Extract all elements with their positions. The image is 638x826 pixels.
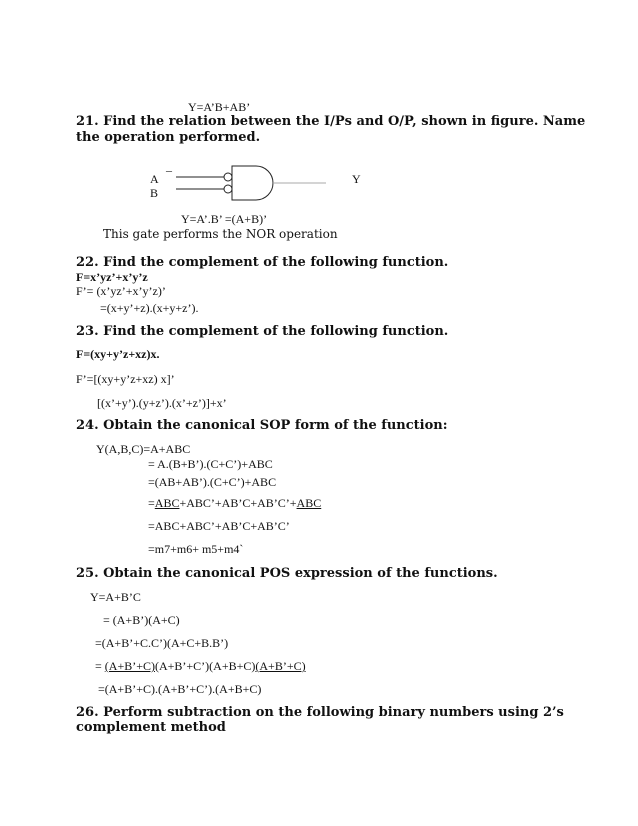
- overbar-mark: –: [166, 163, 172, 177]
- q24-step3: [148, 497, 321, 509]
- q23-step2: [(x’+y’).(y+z’).(x’+z’)]+x’: [97, 396, 227, 410]
- q23-question: 23. Find the complement of the following function.: [76, 324, 449, 339]
- q26-question-line1: 26. Perform subtraction on the following binary numbers using 2’s: [76, 705, 564, 720]
- inverter-bubble-a: [224, 173, 232, 181]
- q24-step1: = A.(B+B’).(C+C’)+ABC: [148, 457, 273, 471]
- q23-step1: F’=[(xy+y’z+xz) x]’: [76, 372, 175, 386]
- q22-function: F=x’yz’+x’y’z: [76, 270, 148, 284]
- gate-input-a-label: A: [150, 172, 159, 186]
- q25-step3-middle: (A+B’+C’)(A+B+C): [154, 659, 256, 673]
- q25-step3-term1: (A+B’+C): [104, 659, 155, 673]
- q25-step3: [95, 660, 306, 672]
- gate-input-b-label: B: [150, 186, 159, 200]
- q22-step1: F’= (x’yz’+x’y’z)’: [76, 284, 166, 298]
- q24-step3-middle: +ABC’+AB’C+AB’C’+: [179, 496, 297, 510]
- inverter-bubble-b: [224, 185, 232, 193]
- q24-step5: =m7+m6+ m5+m4`: [148, 542, 244, 556]
- q24-step4: =ABC+ABC’+AB’C+AB’C’: [148, 519, 290, 533]
- gate-output-label: Y: [352, 172, 361, 186]
- q24-step3-term1: ABC: [154, 496, 180, 510]
- q25-step3-eq: =: [95, 659, 105, 673]
- q24-step2: =(AB+AB’).(C+C’)+ABC: [148, 475, 277, 489]
- q21-question-line2: the operation performed.: [76, 130, 261, 145]
- q22-step2: =(x+y’+z).(x+y+z’).: [100, 301, 199, 315]
- q25-step3-term2: (A+B’+C): [255, 659, 306, 673]
- q20-answer: Y=A’B+AB’: [188, 100, 251, 114]
- q23-function: F=(xy+y’z+xz)x.: [76, 347, 160, 361]
- q21-question-line1: 21. Find the relation between the I/Ps and O/P, shown in figure. Name: [76, 114, 586, 129]
- q26-question-line2: complement method: [76, 720, 226, 735]
- q24-step3-eq: =: [148, 496, 155, 510]
- q25-question: 25. Obtain the canonical POS expression of the functions.: [76, 566, 498, 581]
- q25-step4: =(A+B’+C).(A+B’+C’).(A+B+C): [98, 682, 262, 696]
- q21-equation: Y=A’.B’ =(A+B)’: [181, 212, 268, 226]
- and-gate-body: [232, 166, 273, 200]
- q25-step2: =(A+B’+C.C’)(A+C+B.B’): [95, 636, 229, 650]
- q24-step3-term2: ABC: [296, 496, 322, 510]
- q24-question: 24. Obtain the canonical SOP form of the function:: [76, 418, 448, 433]
- q25-function: Y=A+B’C: [90, 590, 141, 604]
- q21-conclusion: This gate performs the NOR operation: [103, 227, 338, 241]
- q24-function: Y(A,B,C)=A+ABC: [96, 442, 191, 456]
- q22-question: 22. Find the complement of the following function.: [76, 255, 449, 270]
- q25-step1: = (A+B’)(A+C): [103, 613, 180, 627]
